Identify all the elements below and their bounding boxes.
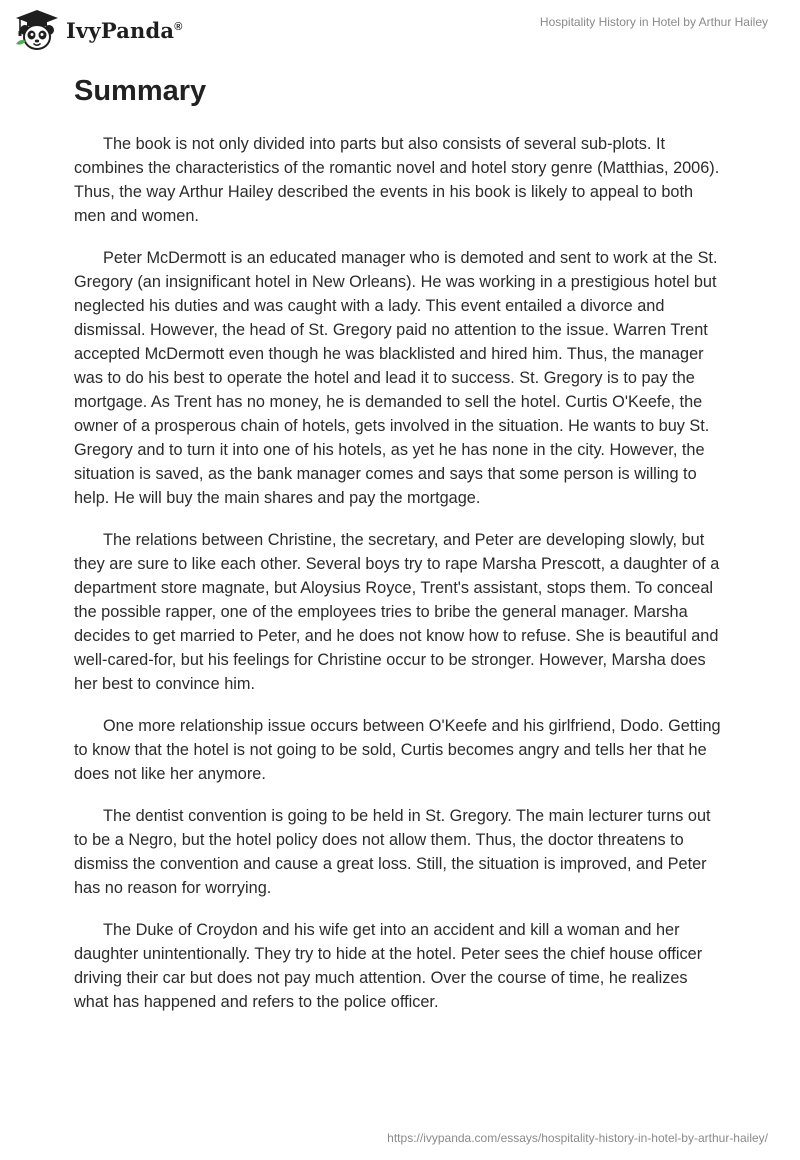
panda-mascot-icon bbox=[14, 8, 60, 52]
logo-text: IvyPanda bbox=[66, 17, 175, 43]
section-title: Summary bbox=[74, 75, 207, 107]
body-paragraph: One more relationship issue occurs between O'Keefe and his girlfriend, Dodo. Getting to know that the hotel is not going to be sold, Curtis becomes angry and tells her that he does not like her anymore. bbox=[74, 717, 721, 783]
body-paragraph: The Duke of Croydon and his wife get into an accident and kill a woman and her daughter unintentionally. They try to hide at the hotel. Peter sees the chief house officer driving their car but does not pay much attention. Over the course of time, he realizes what has happened and refers to the police officer. bbox=[74, 921, 703, 1011]
body-paragraph: Peter McDermott is an educated manager who is demoted and sent to work at the St. Gregory (an insignificant hotel in New Orleans). He was working in a prestigious hotel but neglected his duties and was caught with a lady. This event entailed a divorce and dismissal. However, the head of St. Gregory paid no attention to the issue. Warren Trent accepted McDermott even though he was blacklisted and hired him. Thus, the manager was to do his best to operate the hotel and lead it to success. St. Gregory is to pay the mortgage. As Trent has no money, he is demanded to sell the hotel. Curtis O'Keefe, the owner of a prosperous chain of hotels, gets involved in the situation. He wants to buy St. Gregory and to turn it into one of his hotels, as yet he has none in the city. However, the situation is saved, as the bank manager comes and says that some person is willing to help. He will buy the main shares and pay the mortgage. bbox=[74, 249, 718, 507]
registered-mark: ® bbox=[174, 20, 183, 33]
body-paragraph: The dentist convention is going to be held in St. Gregory. The main lecturer turns out to be a Negro, but the hotel policy does not allow them. Thus, the doctor threatens to dismiss the convention and cause a great loss. Still, the situation is improved, and Peter has no reason for worrying. bbox=[74, 807, 711, 897]
main-content bbox=[74, 72, 726, 1032]
document-title: Hospitality History in Hotel by Arthur Hailey bbox=[539, 15, 768, 29]
body-paragraph: The book is not only divided into parts but also consists of several sub-plots. It combines the characteristics of the romantic novel and hotel story genre (Matthias, 2006). Thus, the way Arthur Hailey described the events in his book is likely to appeal to both men and women. bbox=[74, 135, 720, 225]
page-header bbox=[0, 0, 800, 60]
ivypanda-logo[interactable] bbox=[14, 8, 183, 52]
body-paragraph: The relations between Christine, the secretary, and Peter are developing slowly, but they are sure to like each other. Several boys try to rape Marsha Prescott, a daughter of a department store magnate, but Aloysius Royce, Trent's assistant, stops them. To conceal the possible rapper, one of the employees tries to bribe the general manager. Marsha decides to get married to Peter, and he does not know how to refuse. She is beautiful and well-cared-for, but his feelings for Christine occur to be stronger. However, Marsha does her best to convince him. bbox=[74, 531, 720, 693]
source-url-link[interactable]: https://ivypanda.com/essays/hospitality-history-in-hotel-by-arthur-hailey/ bbox=[387, 1131, 768, 1145]
logo-wordmark bbox=[66, 18, 183, 43]
